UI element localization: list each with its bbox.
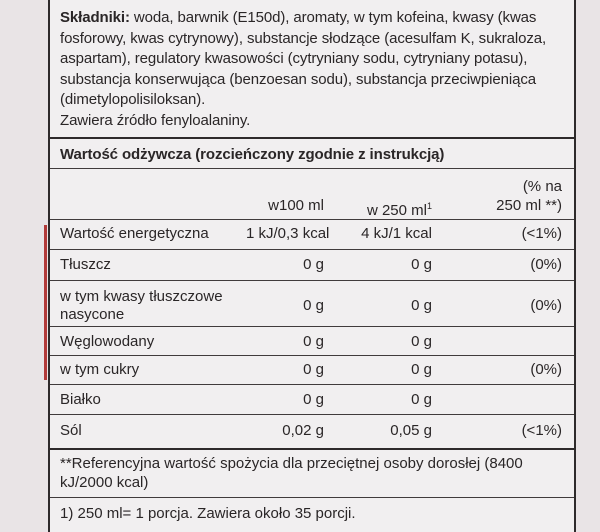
nutrition-label — [48, 0, 576, 532]
row-fat-ri: (0%) — [530, 256, 562, 273]
row-salt-label: Sól — [60, 422, 82, 439]
divider-row — [50, 326, 574, 327]
row-saturated-per100: 0 g — [303, 297, 324, 314]
row-protein-per250: 0 g — [411, 391, 432, 408]
divider-title — [50, 168, 574, 169]
row-sugars-ri: (0%) — [530, 361, 562, 378]
divider-row — [50, 384, 574, 385]
divider-header — [50, 219, 574, 220]
divider-row — [50, 249, 574, 250]
divider-footer — [50, 448, 574, 450]
divider-top — [50, 137, 574, 139]
row-carbs-label: Węglowodany — [60, 333, 155, 350]
header-ri-line1: (% na — [522, 178, 562, 195]
row-sugars-per100: 0 g — [303, 361, 324, 378]
row-energy-label: Wartość energetyczna — [60, 225, 209, 242]
row-energy-per100: 1 kJ/0,3 kcal — [246, 225, 330, 242]
row-saturated-label: w tym kwasy tłuszczowe nasycone — [60, 288, 223, 323]
row-fat-label: Tłuszcz — [60, 256, 111, 273]
row-energy-ri: (<1%) — [521, 225, 562, 242]
row-salt-per250: 0,05 g — [390, 422, 432, 439]
row-fat-per100: 0 g — [303, 256, 324, 273]
row-salt-ri: (<1%) — [521, 422, 562, 439]
divider-row — [50, 414, 574, 415]
divider-row — [50, 280, 574, 281]
row-energy-per250: 4 kJ/1 kcal — [361, 225, 432, 242]
portion-footnote: 1) 250 ml= 1 porcja. Zawiera około 35 porcji. — [60, 505, 356, 522]
row-carbs-per100: 0 g — [303, 333, 324, 350]
row-saturated-ri: (0%) — [530, 297, 562, 314]
header-per250: w 250 $ml^1$ — [366, 201, 432, 219]
row-sugars-per250: 0 g — [411, 361, 432, 378]
ingredients-heading: Składniki: — [60, 9, 130, 26]
row-salt-per100: 0,02 g — [282, 422, 324, 439]
divider-footnote — [50, 497, 574, 498]
ingredients-text: woda, barwnik (E150d), aromaty, w tym kofeina, kwasy (kwas fosforowy, kwas cytrynowy), substancje słodzące (acesulfam K, sukraloza, aspartam), regulatory kwasowości (cytryniany sodu, cytryniany potasu), substancja konserwująca (benzoesan sodu), substancja przeciwpieniąca (dimetylopolisiloksan). — [60, 9, 547, 108]
nutrition-title: Wartość odżywcza (rozcieńczony zgodnie z instrukcją) — [60, 146, 445, 163]
reference-footnote: **Referencyjna wartość spożycia dla przeciętnej osoby dorosłej (8400 kJ/2000 kcal) — [60, 455, 523, 491]
ingredients-block — [60, 8, 570, 131]
divider-row — [50, 355, 574, 356]
header-per100: w100 ml — [268, 197, 324, 214]
row-protein-per100: 0 g — [303, 391, 324, 408]
row-carbs-per250: 0 g — [411, 333, 432, 350]
row-saturated-per250: 0 g — [411, 297, 432, 314]
row-sugars-label: w tym cukry — [60, 361, 140, 378]
phenylalanine-note: Zawiera źródło fenyloalaniny. — [60, 111, 251, 129]
row-protein-label: Białko — [60, 391, 101, 408]
header-ri-line2: 250 ml **) — [496, 197, 562, 214]
header-per250-mark: 1 — [426, 201, 432, 211]
row-fat-per250: 0 g — [411, 256, 432, 273]
red-edge-mark — [44, 225, 47, 380]
